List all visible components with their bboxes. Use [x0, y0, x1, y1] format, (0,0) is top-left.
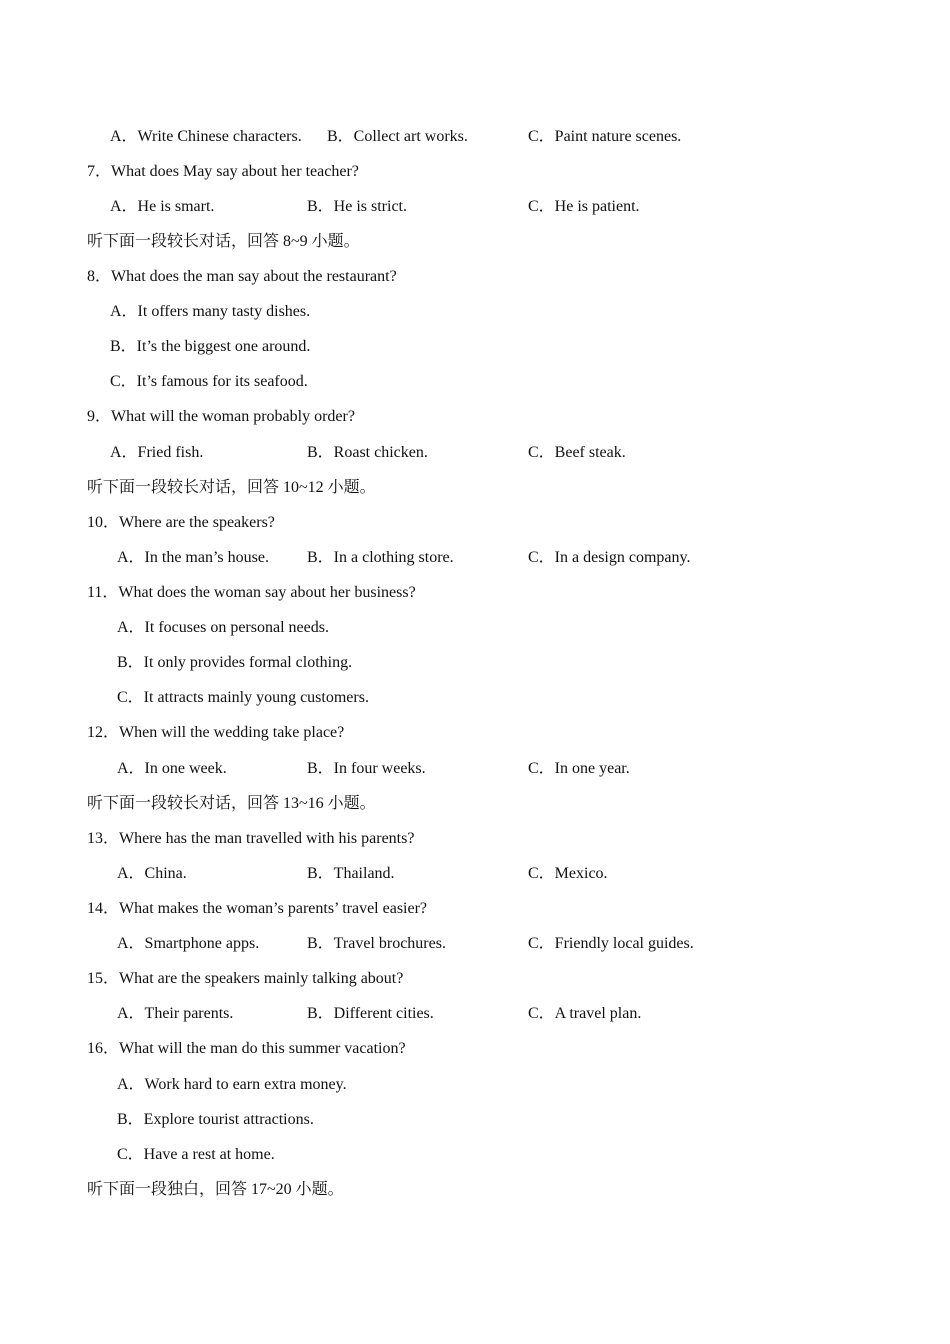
- option-b: B．It only provides formal clothing.: [117, 654, 353, 671]
- section-instruction: 听下面一段较长对话，回答 10~12 小题。: [87, 479, 376, 496]
- option-b: B．In a clothing store.: [307, 549, 454, 566]
- question-12: 12．When will the wedding take place?: [87, 724, 345, 741]
- option-a: A．In one week.: [117, 760, 227, 777]
- option-b: B．In four weeks.: [307, 760, 426, 777]
- option-c: C．It’s famous for its seafood.: [110, 373, 308, 390]
- option-c: C．Paint nature scenes.: [528, 128, 682, 145]
- option-a: A．Their parents.: [117, 1005, 234, 1022]
- option-b: B．It’s the biggest one around.: [110, 338, 311, 355]
- question-10: 10．Where are the speakers?: [87, 514, 275, 531]
- question-13: 13．Where has the man travelled with his parents?: [87, 830, 415, 847]
- option-c: C．A travel plan.: [528, 1005, 642, 1022]
- option-b: B．Different cities.: [307, 1005, 434, 1022]
- question-7: 7．What does May say about her teacher?: [87, 163, 359, 180]
- option-a: A．Write Chinese characters.: [110, 128, 302, 145]
- option-a: A．He is smart.: [110, 198, 215, 215]
- option-a: A．Smartphone apps.: [117, 935, 260, 952]
- option-b: B．Explore tourist attractions.: [117, 1111, 314, 1128]
- question-8: 8．What does the man say about the restaurant?: [87, 268, 397, 285]
- section-instruction: 听下面一段较长对话，回答 8~9 小题。: [87, 233, 360, 250]
- section-instruction: 听下面一段较长对话，回答 13~16 小题。: [87, 795, 376, 812]
- question-14: 14．What makes the woman’s parents’ travel easier?: [87, 900, 428, 917]
- option-b: B．Roast chicken.: [307, 444, 428, 461]
- option-c: C．Beef steak.: [528, 444, 626, 461]
- option-a: A．Fried fish.: [110, 444, 204, 461]
- section-instruction: 听下面一段独白，回答 17~20 小题。: [87, 1181, 344, 1198]
- option-c: C．Mexico.: [528, 865, 608, 882]
- option-c: C．Have a rest at home.: [117, 1146, 275, 1163]
- question-15: 15．What are the speakers mainly talking about?: [87, 970, 404, 987]
- option-c: C．In one year.: [528, 760, 630, 777]
- option-a: A．In the man’s house.: [117, 549, 269, 566]
- option-a: A．It offers many tasty dishes.: [110, 303, 311, 320]
- option-c: C．It attracts mainly young customers.: [117, 689, 369, 706]
- option-b: B．Collect art works.: [327, 128, 468, 145]
- option-a: A．It focuses on personal needs.: [117, 619, 329, 636]
- option-c: C．He is patient.: [528, 198, 640, 215]
- question-9: 9．What will the woman probably order?: [87, 408, 355, 425]
- option-c: C．In a design company.: [528, 549, 691, 566]
- option-b: B．Thailand.: [307, 865, 395, 882]
- option-b: B．Travel brochures.: [307, 935, 446, 952]
- option-a: A．China.: [117, 865, 187, 882]
- option-b: B．He is strict.: [307, 198, 407, 215]
- option-a: A．Work hard to earn extra money.: [117, 1076, 347, 1093]
- option-c: C．Friendly local guides.: [528, 935, 694, 952]
- question-16: 16．What will the man do this summer vacation?: [87, 1040, 406, 1057]
- question-11: 11．What does the woman say about her business?: [87, 584, 416, 601]
